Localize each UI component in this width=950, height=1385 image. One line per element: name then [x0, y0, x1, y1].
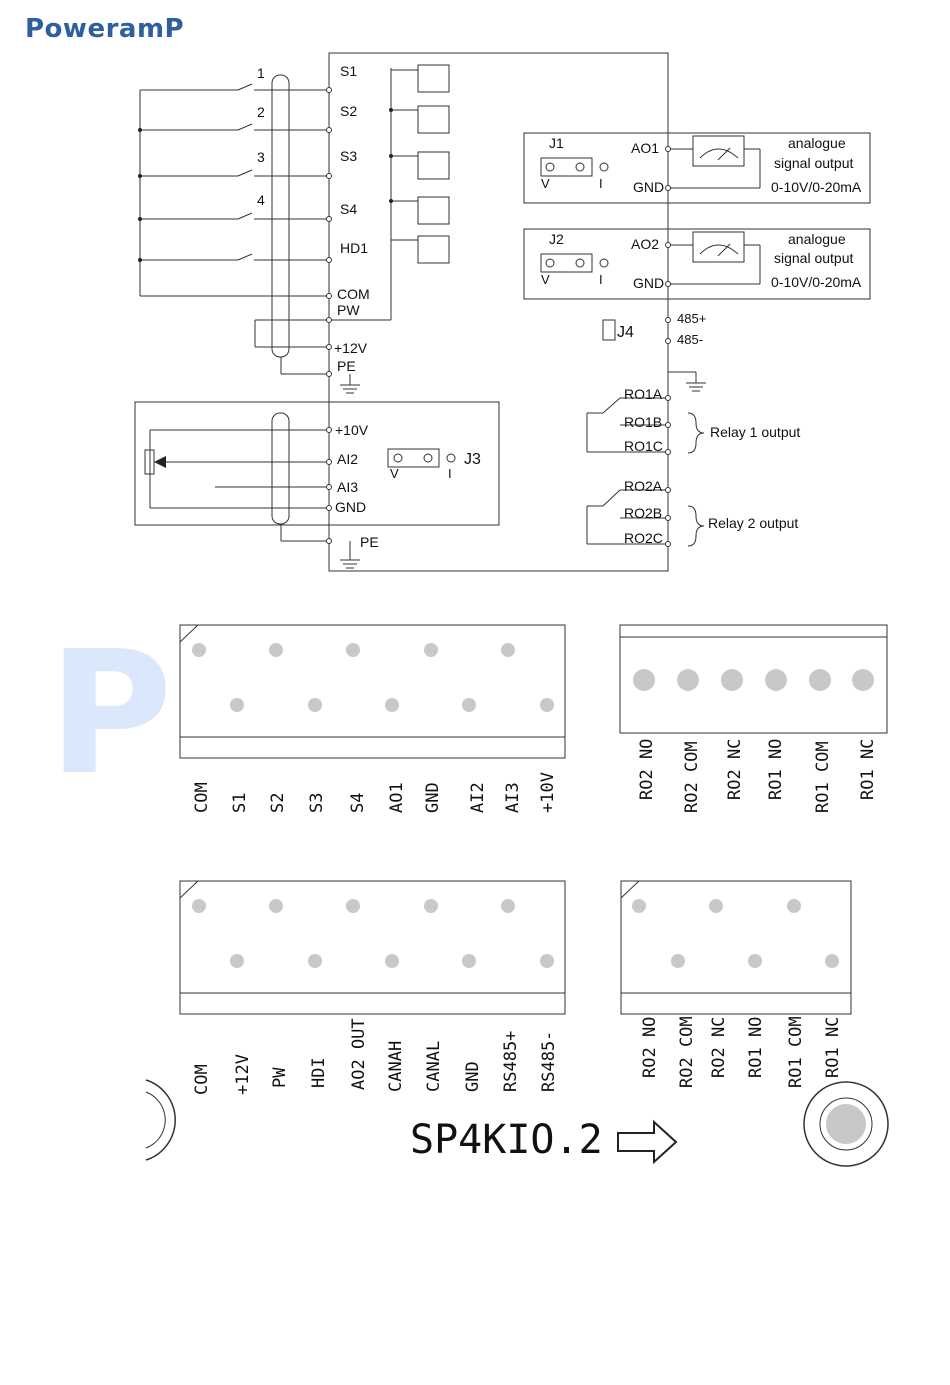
- j2-desc-2: signal output: [774, 250, 854, 266]
- j4-485-minus: 485-: [677, 332, 704, 347]
- j1-desc-2: signal output: [774, 155, 854, 171]
- pin-label-b1-1: COM: [192, 782, 212, 813]
- j1-i: I: [599, 176, 603, 191]
- pin-label-b3-9: RS485+: [501, 1030, 521, 1092]
- pin-label-b2-1: RO2 NO: [637, 738, 657, 800]
- switch-number-4: 4: [257, 192, 265, 208]
- pin-label-b1-7: GND: [423, 782, 443, 813]
- terminal-pw: PW: [337, 302, 360, 318]
- pin-label-b2-3: RO2 NC: [725, 738, 745, 800]
- pin-label-b3-3: PW: [270, 1067, 290, 1088]
- pin-label-b2-2: RO2 COM: [682, 741, 702, 813]
- relay-1-output-label: Relay 1 output: [710, 424, 801, 440]
- switch-number-2: 2: [257, 104, 265, 120]
- connector-pins: [192, 643, 874, 1144]
- arrow-right-icon: [618, 1122, 676, 1162]
- poweramp-logo: PoweramP: [25, 14, 185, 44]
- relay-ro1b: RO1B: [624, 414, 663, 430]
- terminal-s3: S3: [340, 148, 358, 164]
- j1-desc-1: analogue: [788, 135, 846, 151]
- pin-label-b2-6: RO1 NC: [858, 738, 878, 800]
- pin-label-b3-10: RS485-: [539, 1030, 559, 1092]
- terminal-pe-2: PE: [360, 534, 379, 550]
- j2-gnd: GND: [633, 275, 665, 291]
- pin-label-b3-1: COM: [192, 1064, 212, 1095]
- j4-label: J4: [617, 324, 634, 341]
- pin-label-b1-10: +10V: [538, 772, 558, 813]
- relay-ro1a: RO1A: [624, 386, 663, 402]
- j2-i: I: [599, 272, 603, 287]
- pin-label-b1-9: AI3: [503, 782, 523, 813]
- model-name: SP4KIO.2: [410, 1117, 603, 1163]
- pin-label-b1-3: S2: [268, 792, 288, 813]
- pin-label-b3-5: AO2 OUT: [349, 1018, 369, 1090]
- terminal-10v: +10V: [335, 422, 369, 438]
- j3-label: J3: [464, 451, 481, 468]
- relay-ro2c: RO2C: [624, 530, 663, 546]
- potentiometer-wiper-icon: [154, 456, 166, 468]
- j1-label: J1: [549, 135, 564, 151]
- pin-label-b3-4: HDI: [309, 1057, 329, 1088]
- j3-i: I: [448, 466, 452, 481]
- j3-v: V: [390, 466, 399, 481]
- relay-ro2a: RO2A: [624, 478, 663, 494]
- pin-label-b2-4: RO1 NO: [766, 738, 786, 800]
- j1-gnd: GND: [633, 179, 665, 195]
- relay-ro1c: RO1C: [624, 438, 663, 454]
- connector-block-4: [621, 881, 851, 1014]
- pin-label-b3-7: CANAL: [424, 1040, 444, 1092]
- terminal-hd1: HD1: [340, 240, 369, 256]
- j2-desc-3: 0-10V/0-20mA: [771, 274, 862, 290]
- pin-label-b1-4: S3: [307, 792, 327, 813]
- j2-label: J2: [549, 231, 564, 247]
- pin-label-b3-8: GND: [463, 1061, 483, 1092]
- terminal-s4: S4: [340, 201, 358, 217]
- j2-v: V: [541, 272, 550, 287]
- j1-desc-3: 0-10V/0-20mA: [771, 179, 862, 195]
- switch-number-1: 1: [257, 65, 265, 81]
- pin-label-b4-4: RO1 NO: [746, 1016, 766, 1078]
- pin-label-b1-8: AI2: [468, 782, 488, 813]
- j2-desc-1: analogue: [788, 231, 846, 247]
- switch-number-3: 3: [257, 149, 265, 165]
- j4-485-plus: 485+: [677, 311, 707, 326]
- terminal-pe: PE: [337, 358, 356, 374]
- terminal-s2: S2: [340, 103, 358, 119]
- pin-label-b4-5: RO1 COM: [786, 1016, 806, 1088]
- pin-label-b4-6: RO1 NC: [823, 1016, 843, 1078]
- terminal-ai2: AI2: [337, 451, 359, 467]
- pin-label-b1-6: AO1: [387, 782, 407, 813]
- j1-v: V: [541, 176, 550, 191]
- j1-ao1: AO1: [631, 140, 660, 156]
- pin-label-b1-2: S1: [230, 792, 250, 813]
- terminal-gnd: GND: [335, 499, 367, 515]
- pin-label-b3-6: CANAH: [386, 1040, 406, 1092]
- pin-label-b4-1: RO2 NO: [640, 1016, 660, 1078]
- watermark-logo: P: [48, 615, 173, 813]
- relay-ro2b: RO2B: [624, 505, 663, 521]
- relay-2-output-label: Relay 2 output: [708, 515, 799, 531]
- pin-label-b2-5: RO1 COM: [813, 741, 833, 813]
- terminal-12v: +12V: [334, 340, 368, 356]
- pin-label-b4-3: RO2 NC: [709, 1016, 729, 1078]
- pin-label-b4-2: RO2 COM: [677, 1016, 697, 1088]
- pin-label-b1-5: S4: [348, 792, 368, 813]
- j2-ao2: AO2: [631, 236, 660, 252]
- terminal-s1: S1: [340, 63, 358, 79]
- terminal-ai3: AI3: [337, 479, 359, 495]
- pin-label-b3-2: +12V: [233, 1054, 253, 1095]
- terminal-com: COM: [337, 286, 370, 302]
- connector-block-2: [620, 625, 887, 733]
